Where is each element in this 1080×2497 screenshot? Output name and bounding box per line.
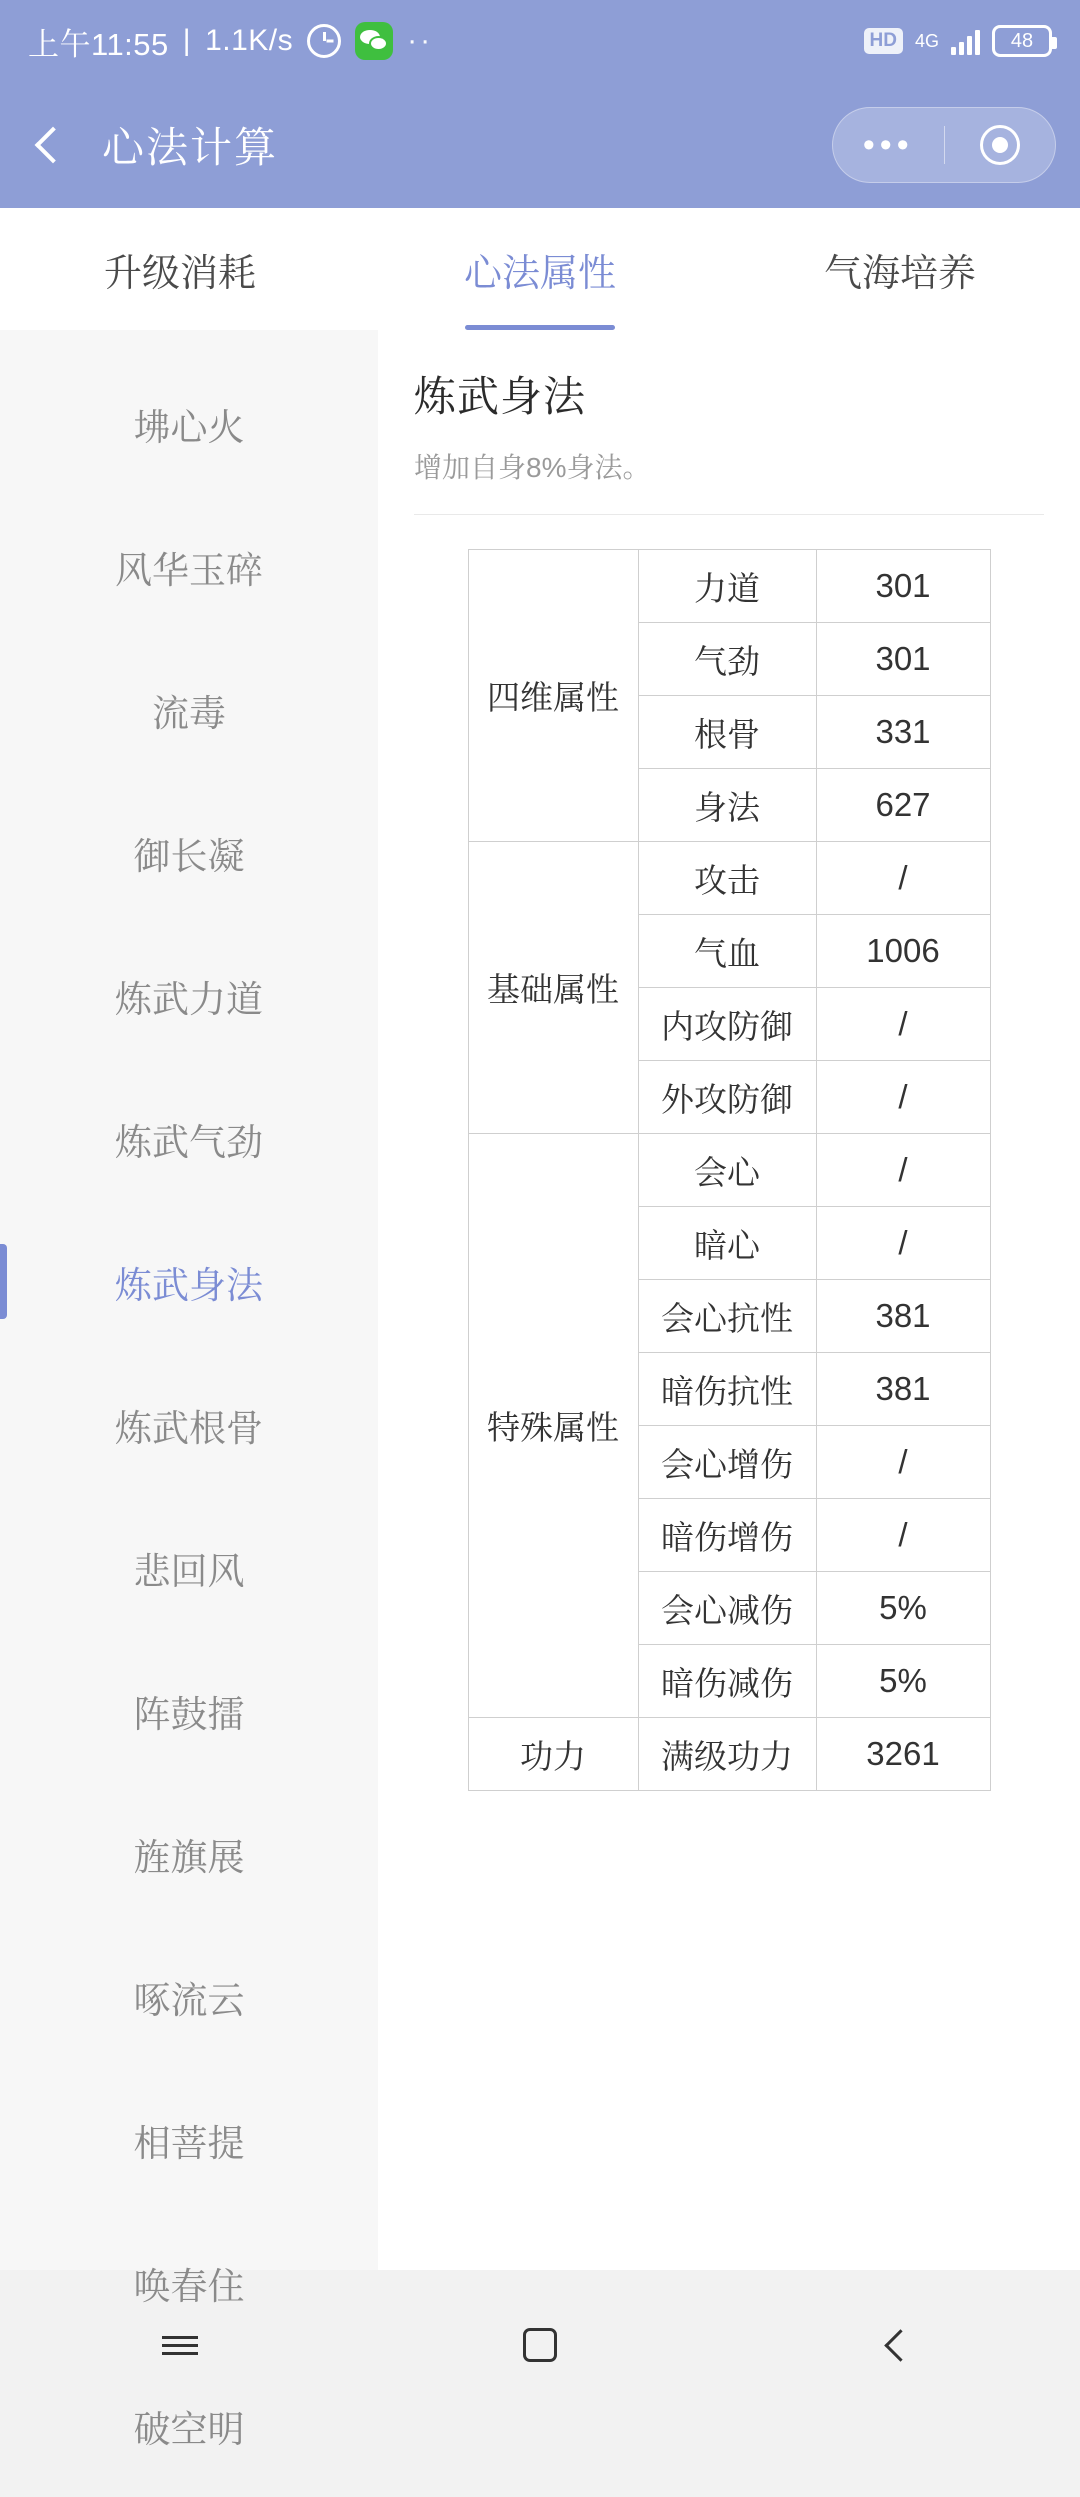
alarm-icon xyxy=(307,24,341,58)
group-label: 功力 xyxy=(468,1718,638,1791)
attribute-name: 气血 xyxy=(638,915,816,988)
attribute-value: 381 xyxy=(816,1280,990,1353)
sidebar-item-label: 旌旗展 xyxy=(133,1836,245,1878)
back-icon[interactable] xyxy=(840,2315,960,2375)
sidebar-item-label: 风华玉碎 xyxy=(115,549,263,591)
sidebar-item-8[interactable] xyxy=(0,1496,378,1639)
attribute-name: 暗伤增伤 xyxy=(638,1499,816,1572)
capsule-dots-icon: ••• xyxy=(862,125,914,164)
attribute-value: 3261 xyxy=(816,1718,990,1791)
sidebar-item-7[interactable] xyxy=(0,1353,378,1496)
skill-description: 增加自身8%身法。 xyxy=(414,452,651,483)
sidebar-item-5[interactable] xyxy=(0,1067,378,1210)
signal-icon xyxy=(951,27,980,55)
attribute-value: 5% xyxy=(816,1572,990,1645)
sidebar-item-label: 炼武气劲 xyxy=(115,1121,263,1163)
sidebar-item-13[interactable] xyxy=(0,2211,378,2354)
attribute-name: 气劲 xyxy=(638,623,816,696)
attribute-name: 满级功力 xyxy=(638,1718,816,1791)
miniprogram-capsule[interactable] xyxy=(832,107,1056,183)
skill-title: 炼武身法 xyxy=(414,373,587,420)
sidebar-item-label: 炼武身法 xyxy=(115,1264,263,1306)
sidebar-item-11[interactable] xyxy=(0,1925,378,2068)
attribute-name: 会心抗性 xyxy=(638,1280,816,1353)
status-separator: | xyxy=(182,24,192,57)
sidebar-item-4[interactable] xyxy=(0,924,378,1067)
attribute-name: 会心减伤 xyxy=(638,1572,816,1645)
page-title: 心法计算 xyxy=(102,124,279,171)
content-divider xyxy=(414,514,1044,515)
sidebar-item-label: 炼武力道 xyxy=(115,978,263,1020)
group-label: 四维属性 xyxy=(468,550,638,842)
network-type-label: 4G xyxy=(914,31,939,51)
tab-qihai-training[interactable] xyxy=(720,208,1080,330)
attribute-name: 暗心 xyxy=(638,1207,816,1280)
tab-bar xyxy=(0,208,1080,330)
sidebar-item-label: 阵鼓擂 xyxy=(133,1693,245,1735)
sidebar-item-label: 炼武根骨 xyxy=(115,1407,263,1449)
table-row xyxy=(468,1134,990,1207)
sidebar-item-2[interactable] xyxy=(0,638,378,781)
attribute-value: 301 xyxy=(816,623,990,696)
status-time: 上午11:55 xyxy=(28,26,169,62)
capsule-menu-button[interactable] xyxy=(833,108,944,182)
attribute-value: 331 xyxy=(816,696,990,769)
sidebar-item-3[interactable] xyxy=(0,781,378,924)
attribute-value: / xyxy=(816,1426,990,1499)
group-label: 特殊属性 xyxy=(468,1134,638,1718)
attribute-name: 身法 xyxy=(638,769,816,842)
attribute-value: / xyxy=(816,1134,990,1207)
tab-label: 升级消耗 xyxy=(103,252,256,295)
attribute-value: 627 xyxy=(816,769,990,842)
capsule-close-button[interactable] xyxy=(945,108,1056,182)
sidebar-item-0[interactable] xyxy=(0,352,378,495)
table-row xyxy=(468,1718,990,1791)
wechat-icon xyxy=(355,22,393,60)
sidebar-item-label: 御长凝 xyxy=(133,835,245,877)
sidebar-item-label: 唤春住 xyxy=(133,2265,245,2307)
attribute-value: / xyxy=(816,1207,990,1280)
attribute-value: / xyxy=(816,1061,990,1134)
attribute-name: 攻击 xyxy=(638,842,816,915)
attribute-value: / xyxy=(816,988,990,1061)
sidebar-item-14[interactable] xyxy=(0,2354,378,2497)
hd-icon: HD xyxy=(864,28,903,54)
sidebar-item-label: 破空明 xyxy=(133,2408,245,2450)
attribute-value: 1006 xyxy=(816,915,990,988)
tab-heart-method-attributes[interactable] xyxy=(360,208,720,330)
group-label: 基础属性 xyxy=(468,842,638,1134)
attribute-name: 暗伤减伤 xyxy=(638,1645,816,1718)
attribute-value: / xyxy=(816,842,990,915)
status-bar-left xyxy=(28,19,433,64)
battery-level: 48 xyxy=(1010,29,1034,52)
tab-upgrade-cost[interactable] xyxy=(0,208,360,330)
attribute-value: 381 xyxy=(816,1353,990,1426)
body xyxy=(0,330,1080,2450)
content-panel xyxy=(378,330,1080,2270)
attribute-value: 5% xyxy=(816,1645,990,1718)
sidebar-item-1[interactable] xyxy=(0,495,378,638)
table-row xyxy=(468,842,990,915)
status-extra-dots: ·· xyxy=(407,24,434,57)
target-icon xyxy=(980,125,1020,165)
sidebar-item-9[interactable] xyxy=(0,1639,378,1782)
tab-label: 心法属性 xyxy=(463,252,616,295)
status-bar-right xyxy=(864,25,1052,57)
sidebar[interactable] xyxy=(0,330,378,2450)
attribute-value: / xyxy=(816,1499,990,1572)
attribute-table xyxy=(468,549,991,1791)
sidebar-item-12[interactable] xyxy=(0,2068,378,2211)
attribute-name: 根骨 xyxy=(638,696,816,769)
sidebar-item-label: 流毒 xyxy=(152,692,226,734)
attribute-name: 力道 xyxy=(638,550,816,623)
attribute-name: 暗伤抗性 xyxy=(638,1353,816,1426)
back-chevron-icon[interactable] xyxy=(24,120,74,170)
attribute-name: 会心 xyxy=(638,1134,816,1207)
table-row xyxy=(468,550,990,623)
battery-icon xyxy=(992,25,1052,57)
attribute-name: 内攻防御 xyxy=(638,988,816,1061)
tab-label: 气海培养 xyxy=(823,252,976,295)
network-speed: 1.1K/s xyxy=(205,24,294,57)
sidebar-item-6[interactable] xyxy=(0,1210,378,1353)
sidebar-item-label: 相菩提 xyxy=(133,2122,245,2164)
title-bar xyxy=(0,82,1080,208)
sidebar-item-label: 悲回风 xyxy=(133,1550,245,1592)
home-icon[interactable] xyxy=(480,2315,600,2375)
sidebar-item-label: 坲心火 xyxy=(133,406,245,448)
sidebar-item-label: 啄流云 xyxy=(133,1979,245,2021)
status-bar xyxy=(0,0,1080,82)
attribute-value: 301 xyxy=(816,550,990,623)
attribute-name: 外攻防御 xyxy=(638,1061,816,1134)
sidebar-item-10[interactable] xyxy=(0,1782,378,1925)
attribute-name: 会心增伤 xyxy=(638,1426,816,1499)
